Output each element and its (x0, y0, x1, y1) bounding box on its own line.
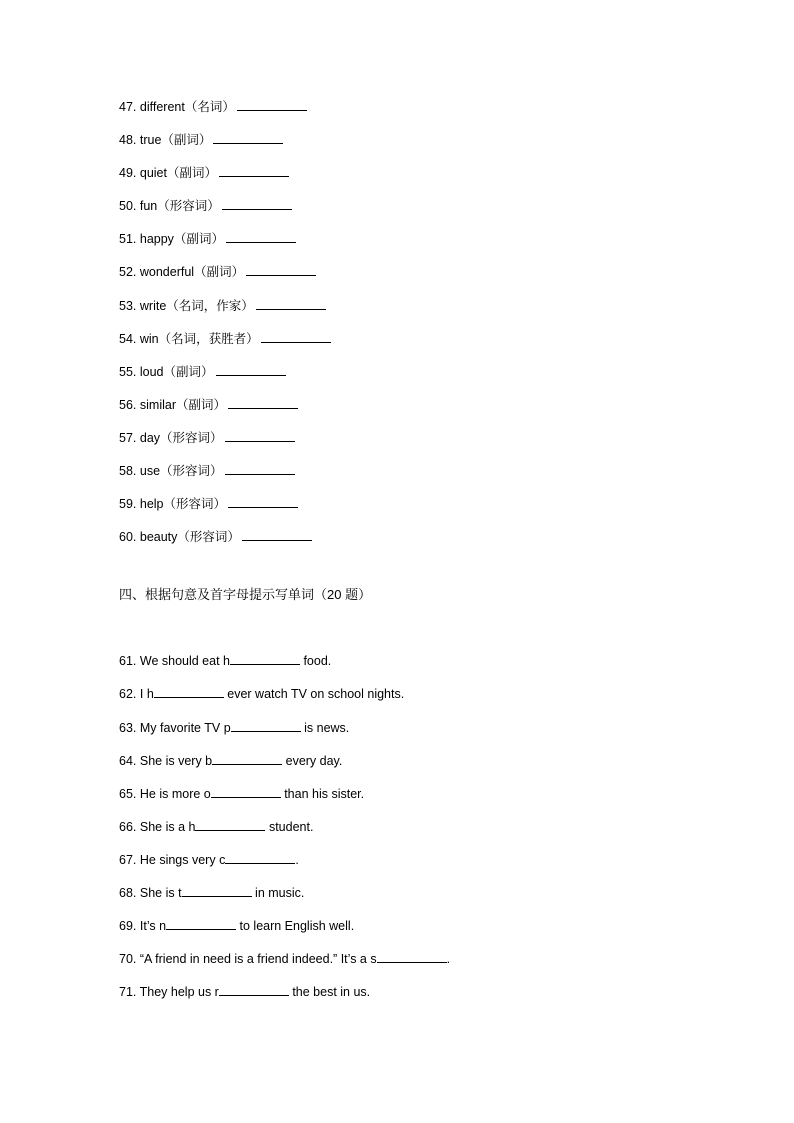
answer-blank[interactable] (166, 916, 236, 930)
answer-blank[interactable] (256, 296, 326, 310)
item-number: 60. (119, 530, 137, 545)
item-word: loud (139, 364, 164, 379)
word-form-item (119, 130, 719, 163)
item-word: beauty (139, 530, 178, 545)
sentence-after: every day. (282, 753, 343, 768)
item-number: 59. (119, 497, 137, 512)
sentence-before: “A friend in need is a friend indeed.” It’s a s (139, 952, 377, 967)
section-heading: 四、根据句意及首字母提示写单词（20 题） (119, 587, 372, 603)
item-number: 68. (119, 885, 137, 900)
answer-blank[interactable] (225, 850, 295, 864)
answer-blank[interactable] (242, 527, 312, 541)
item-hint: （名词，作家） (166, 298, 254, 313)
sentence-after: to learn English well. (236, 919, 355, 934)
item-hint: （名词） (184, 100, 235, 114)
item-number: 69. (119, 919, 137, 934)
item-number: 61. (119, 654, 137, 669)
item-number: 66. (119, 819, 137, 834)
sentence-item (119, 916, 719, 949)
sentence-item (119, 651, 719, 684)
answer-blank[interactable] (213, 130, 283, 144)
sentence-before: She is t (139, 885, 182, 900)
sentence-item (119, 883, 719, 916)
answer-blank[interactable] (231, 718, 301, 732)
word-form-item (119, 362, 719, 395)
item-number: 63. (119, 720, 137, 735)
sentence-before: They help us r (139, 985, 219, 1000)
answer-blank[interactable] (246, 262, 316, 276)
sentence-item (119, 684, 719, 717)
sentence-item (119, 949, 719, 982)
sentence-after: than his sister. (280, 786, 365, 801)
item-number: 67. (119, 852, 137, 867)
sentence-before: She is very b (139, 753, 213, 768)
item-number: 51. (119, 232, 137, 247)
sentence-before: She is a h (139, 819, 196, 834)
item-word: use (139, 464, 161, 479)
word-form-item (119, 395, 719, 428)
item-hint: （名词，获胜者） (158, 331, 259, 346)
sentence-before: My favorite TV p (139, 720, 231, 735)
item-word: win (139, 331, 159, 346)
item-word: wonderful (139, 265, 195, 280)
section-spacer (119, 560, 719, 585)
answer-blank[interactable] (225, 461, 295, 475)
answer-blank[interactable] (222, 196, 292, 210)
sentence-after: . (446, 952, 451, 967)
item-number: 70. (119, 952, 137, 967)
word-form-item (119, 262, 719, 295)
item-number: 71. (119, 985, 137, 1000)
sentence-after: the best in us. (288, 985, 371, 1000)
item-word: help (139, 497, 164, 512)
answer-blank[interactable] (219, 163, 289, 177)
answer-blank[interactable] (225, 428, 295, 442)
item-hint: （形容词） (163, 497, 227, 512)
answer-blank[interactable] (212, 751, 282, 765)
sentence-after: student. (265, 819, 314, 834)
item-word: day (139, 430, 161, 445)
item-hint: （副词） (194, 265, 245, 280)
word-form-item (119, 329, 719, 362)
sentence-after: in music. (251, 885, 305, 900)
item-number: 47. (119, 100, 137, 114)
answer-blank[interactable] (219, 982, 289, 996)
word-form-item (119, 296, 719, 329)
item-word: similar (139, 397, 176, 412)
item-number: 57. (119, 430, 137, 445)
item-number: 49. (119, 166, 137, 181)
item-number: 65. (119, 786, 137, 801)
worksheet-content (119, 97, 719, 1015)
item-hint: （副词） (173, 232, 224, 247)
item-number: 56. (119, 397, 137, 412)
sentence-before: I h (139, 687, 154, 702)
answer-blank[interactable] (377, 949, 447, 963)
item-word: happy (139, 232, 174, 247)
item-number: 55. (119, 364, 137, 379)
answer-blank[interactable] (216, 362, 286, 376)
sentence-before: He is more o (139, 786, 211, 801)
word-form-item (119, 461, 719, 494)
sentence-after: ever watch TV on school nights. (223, 687, 405, 702)
item-number: 54. (119, 331, 137, 346)
word-form-item (119, 494, 719, 527)
sentence-before: It’s n (139, 919, 167, 934)
sentence-item (119, 817, 719, 850)
answer-blank[interactable] (211, 784, 281, 798)
item-number: 53. (119, 298, 137, 313)
answer-blank[interactable] (237, 97, 307, 111)
answer-blank[interactable] (230, 651, 300, 665)
sentence-item (119, 751, 719, 784)
sentence-item (119, 718, 719, 751)
item-word: different (139, 100, 185, 114)
item-number: 52. (119, 265, 137, 280)
word-form-item (119, 229, 719, 262)
sentence-after: . (295, 852, 299, 867)
item-word: fun (139, 199, 158, 214)
item-word: write (139, 298, 167, 313)
item-word: true (139, 133, 162, 148)
answer-blank[interactable] (228, 395, 298, 409)
answer-blank[interactable] (154, 684, 224, 698)
word-form-item (119, 97, 719, 130)
answer-blank[interactable] (226, 229, 296, 243)
sentence-item (119, 850, 719, 883)
answer-blank[interactable] (195, 817, 265, 831)
answer-blank[interactable] (261, 329, 331, 343)
item-hint: （形容词） (160, 464, 223, 479)
item-hint: （形容词） (157, 199, 220, 214)
item-hint: （副词） (163, 364, 214, 379)
word-form-item (119, 163, 719, 196)
answer-blank[interactable] (182, 883, 252, 897)
item-hint: （形容词） (177, 530, 240, 545)
sentence-after: food. (299, 654, 332, 669)
item-number: 64. (119, 753, 137, 768)
sentence-item (119, 982, 719, 1015)
sentence-after: is news. (300, 720, 350, 735)
item-number: 58. (119, 464, 137, 479)
word-form-item (119, 428, 719, 461)
sentence-item (119, 784, 719, 817)
item-hint: （副词） (161, 133, 212, 148)
item-word: quiet (139, 166, 167, 181)
sentence-before: We should eat h (139, 654, 230, 669)
word-form-item (119, 196, 719, 229)
answer-blank[interactable] (228, 494, 298, 508)
item-number: 50. (119, 199, 137, 214)
item-hint: （副词） (166, 166, 217, 181)
word-form-item (119, 527, 719, 560)
item-number: 48. (119, 133, 137, 148)
item-hint: （副词） (175, 397, 226, 412)
item-hint: （形容词） (160, 430, 223, 445)
sentence-before: He sings very c (139, 852, 226, 867)
item-number: 62. (119, 687, 137, 702)
